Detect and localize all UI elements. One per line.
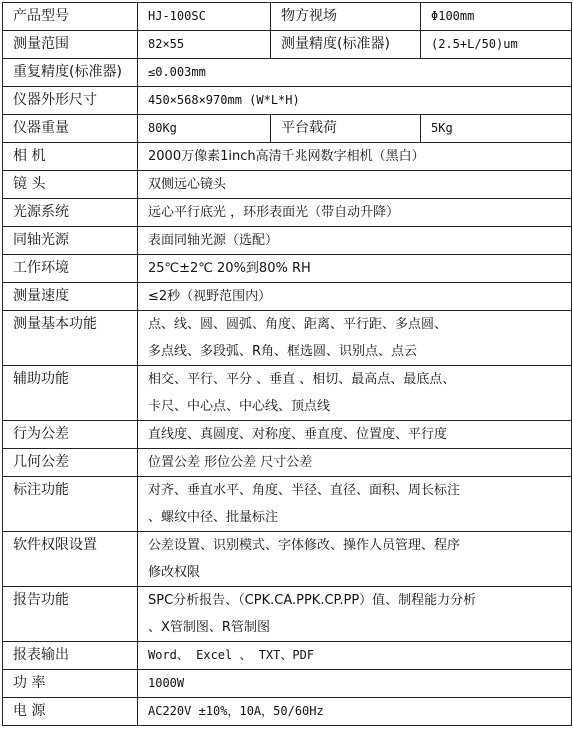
row-label: 仪器重量: [3, 115, 138, 143]
value-line: SPC分析报告、（CPK.CA.PPK.CP.PP）值、制程能力分析: [148, 593, 477, 608]
table-row: [3, 199, 572, 227]
row-value: 位置公差 形位公差 尺寸公差: [138, 449, 572, 477]
table-row: [3, 642, 572, 670]
row-value: [138, 532, 572, 587]
load-value: 5Kg: [421, 115, 572, 143]
row-label-2: 物方视场: [271, 3, 421, 31]
row-label: 测量基本功能: [3, 311, 138, 366]
value-line: 点、线、圆、圆弧、角度、距离、平行距、多点圆、: [148, 317, 448, 332]
table-row: [3, 698, 572, 726]
table-row: [3, 3, 572, 31]
row-label: 镜 头: [3, 171, 138, 199]
table-row: [3, 59, 572, 87]
table-row: [3, 587, 572, 642]
table-row: [3, 532, 572, 587]
row-label-2: 测量精度(标准器): [271, 31, 421, 59]
field-of-view-value: Φ100mm: [421, 3, 572, 31]
row-label-2: 平台载荷: [271, 115, 421, 143]
row-label: 产品型号: [3, 3, 138, 31]
row-value: Word、 Excel 、 TXT、PDF: [138, 642, 572, 670]
table-row: [3, 311, 572, 366]
table-row: [3, 143, 572, 171]
row-label: 几何公差: [3, 449, 138, 477]
row-label: 相 机: [3, 143, 138, 171]
row-label: 重复精度(标准器): [3, 59, 138, 87]
row-value: 双侧远心镜头: [138, 171, 572, 199]
table-row: [3, 87, 572, 115]
row-value: 2000万像素1inch高清千兆网数字相机（黑白）: [138, 143, 572, 171]
row-label: 软件权限设置: [3, 532, 138, 587]
row-value: [138, 366, 572, 421]
row-label: 报告功能: [3, 587, 138, 642]
row-label: 光源系统: [3, 199, 138, 227]
row-label: 仪器外形尺寸: [3, 87, 138, 115]
row-label: 电 源: [3, 698, 138, 726]
value-line: 卡尺、中心点、中心线、顶点线: [148, 399, 331, 414]
model-value: HJ-100SC: [138, 3, 271, 31]
row-label: 测量速度: [3, 283, 138, 311]
row-value: 1000W: [138, 670, 572, 698]
row-value: 表面同轴光源（选配）: [138, 227, 572, 255]
row-label: 同轴光源: [3, 227, 138, 255]
row-value: [138, 477, 572, 532]
row-value: ≤0.003mm: [138, 59, 572, 87]
value-line: 对齐、垂直水平、角度、半径、直径、面积、周长标注: [148, 483, 461, 498]
table-row: [3, 449, 572, 477]
value-line: 、螺纹中径、批量标注: [148, 510, 279, 525]
table-row: [3, 115, 572, 143]
spec-sheet: [2, 2, 571, 726]
row-value: [138, 311, 572, 366]
row-label: 功 率: [3, 670, 138, 698]
accuracy-value: (2.5+L/50)um: [421, 31, 572, 59]
value-line: 修改权限: [148, 565, 201, 580]
row-value: 直线度、真圆度、对称度、垂直度、位置度、平行度: [138, 421, 572, 449]
table-row: [3, 171, 572, 199]
value-line: 公差设置、识别模式、字体修改、操作人员管理、程序: [148, 538, 461, 553]
value-line: 多点线、多段弧、R角、框选圆、识别点、点云: [148, 344, 418, 359]
row-label: 工作环境: [3, 255, 138, 283]
row-label: 报表输出: [3, 642, 138, 670]
table-row: [3, 255, 572, 283]
row-label: 标注功能: [3, 477, 138, 532]
spec-table: [2, 2, 572, 726]
table-row: [3, 421, 572, 449]
row-label: 测量范围: [3, 31, 138, 59]
table-row: [3, 227, 572, 255]
row-value: 450×568×970mm (W*L*H): [138, 87, 572, 115]
row-value: [138, 587, 572, 642]
row-label: 辅助功能: [3, 366, 138, 421]
weight-value: 80Kg: [138, 115, 271, 143]
value-line: 、X管制图、R管制图: [148, 620, 270, 635]
range-value: 82×55: [138, 31, 271, 59]
value-line: 相交、平行、平分 、垂直 、相切、最高点、最底点、: [148, 372, 456, 387]
table-row: [3, 283, 572, 311]
table-row: [3, 670, 572, 698]
row-label: 行为公差: [3, 421, 138, 449]
row-value: AC220V ±10%，10A，50/60Hz: [138, 698, 572, 726]
table-row: [3, 477, 572, 532]
table-row: [3, 31, 572, 59]
row-value: 25℃±2℃ 20%到80% RH: [138, 255, 572, 283]
row-value: ≤2秒（视野范围内）: [138, 283, 572, 311]
row-value: 远心平行底光 ，环形表面光（带自动升降）: [138, 199, 572, 227]
table-row: [3, 366, 572, 421]
